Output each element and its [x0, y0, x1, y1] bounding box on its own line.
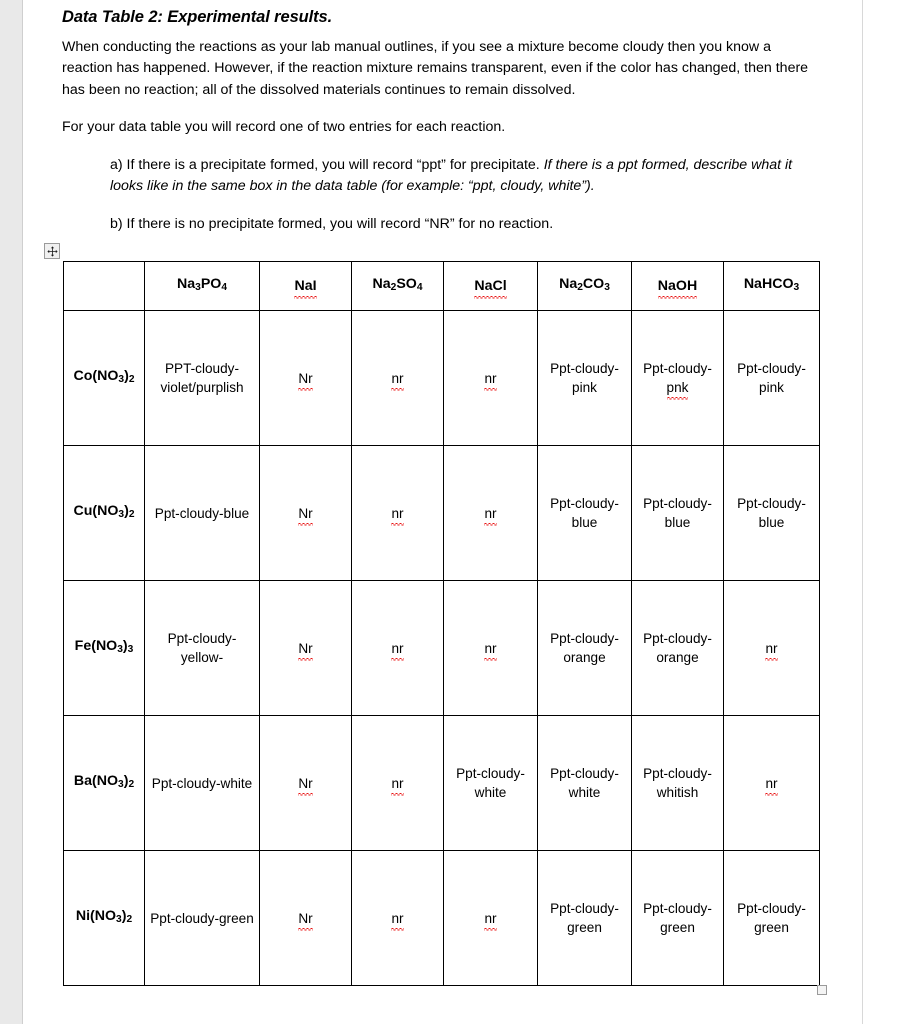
table-body: [64, 311, 820, 986]
result-cell[interactable]: Ppt-cloudy-blue: [632, 446, 724, 581]
column-header-nahco3: [724, 262, 820, 311]
chemical-formula: NaCl: [474, 277, 507, 294]
misspelled-word: pnk: [666, 380, 689, 395]
result-cell[interactable]: Ppt-cloudy-blue: [538, 446, 632, 581]
table-row: [64, 311, 820, 446]
misspelled-word: nr: [391, 910, 404, 926]
table-row: [64, 446, 820, 581]
column-header-nai: [260, 262, 352, 311]
result-cell[interactable]: Ppt-cloudy-blue: [145, 446, 260, 581]
misspelled-word: Nr: [298, 910, 313, 926]
result-cell[interactable]: Ppt-cloudy-green: [145, 851, 260, 986]
result-cell[interactable]: Ppt-cloudy-whitish: [632, 716, 724, 851]
column-header-na2so4: [352, 262, 444, 311]
result-cell[interactable]: Ppt-cloudy-pink: [724, 311, 820, 446]
experimental-results-table: [63, 261, 820, 986]
misspelled-word: nr: [391, 640, 404, 656]
result-cell[interactable]: [444, 446, 538, 581]
list-item-b-normal: b) If there is no precipitate formed, you will record “NR” for no reaction.: [110, 215, 554, 232]
result-cell[interactable]: Ppt-cloudy-white: [145, 716, 260, 851]
result-cell[interactable]: [260, 581, 352, 716]
misspelled-word: nr: [391, 775, 404, 791]
misspelled-word: nr: [484, 505, 497, 521]
list-item-a-normal: a) If there is a precipitate formed, you will record “ppt” for precipitate.: [110, 156, 544, 173]
page-left-gutter: [0, 0, 23, 1024]
result-cell[interactable]: Ppt-cloudy-pnk: [632, 311, 724, 446]
result-cell[interactable]: Ppt-cloudy-green: [538, 851, 632, 986]
result-cell[interactable]: Ppt-cloudy-orange: [538, 581, 632, 716]
chemical-formula: $Na_3PO_4$: [176, 275, 227, 294]
column-header-na3po4: [145, 262, 260, 311]
misspelled-word: nr: [484, 910, 497, 926]
result-cell[interactable]: [724, 581, 820, 716]
result-cell[interactable]: PPT-cloudy-violet/purplish: [145, 311, 260, 446]
result-cell[interactable]: [260, 446, 352, 581]
document-body: [62, 0, 852, 235]
table-resize-handle[interactable]: [817, 985, 827, 995]
row-header-fe-no3-3: [64, 581, 145, 716]
misspelled-word: Nr: [298, 640, 313, 656]
chemical-formula: $Ba(NO_3)_2$: [73, 772, 135, 791]
move-cross-icon: [47, 246, 58, 257]
page-title: Data Table 2: Experimental results.: [62, 8, 333, 26]
chemical-formula: $Cu(NO_3)_2$: [73, 502, 135, 521]
list-item-b: [110, 214, 825, 236]
result-cell[interactable]: Ppt-cloudy-white: [444, 716, 538, 851]
misspelled-word: nr: [391, 505, 404, 521]
result-cell[interactable]: [444, 851, 538, 986]
result-cell[interactable]: [352, 851, 444, 986]
instruction-paragraph: For your data table you will record one of two entries for each reaction.: [62, 119, 506, 136]
column-header-naoh: [632, 262, 724, 311]
data-table-container: [63, 261, 819, 986]
result-cell[interactable]: [724, 716, 820, 851]
misspelled-word: nr: [484, 640, 497, 656]
misspelled-word: nr: [391, 370, 404, 386]
chemical-formula: $Na_2CO_3$: [559, 275, 610, 294]
result-cell[interactable]: [260, 851, 352, 986]
result-cell[interactable]: Ppt-cloudy-orange: [632, 581, 724, 716]
chemical-formula: NaI: [294, 277, 317, 294]
result-cell[interactable]: [352, 446, 444, 581]
list-item-a-italic: If there is a ppt formed, describe what it looks like in the same box in the data table (for example: “ppt, cloudy, white”).: [110, 156, 793, 195]
table-corner-cell: [64, 262, 145, 311]
row-header-cu-no3-2: [64, 446, 145, 581]
column-header-na2co3: [538, 262, 632, 311]
result-cell[interactable]: [352, 581, 444, 716]
result-cell[interactable]: Ppt-cloudy-pink: [538, 311, 632, 446]
table-header-row: [64, 262, 820, 311]
row-header-ni-no3-2: [64, 851, 145, 986]
result-cell[interactable]: Ppt-cloudy-green: [632, 851, 724, 986]
table-row: [64, 716, 820, 851]
row-header-ba-no3-2: [64, 716, 145, 851]
result-cell[interactable]: [352, 716, 444, 851]
misspelled-word: Nr: [298, 505, 313, 521]
chemical-formula: NaOH: [657, 277, 698, 294]
result-cell[interactable]: [260, 311, 352, 446]
result-cell[interactable]: [444, 581, 538, 716]
table-row: [64, 581, 820, 716]
result-cell[interactable]: [260, 716, 352, 851]
misspelled-word: Nr: [298, 370, 313, 386]
result-cell[interactable]: Ppt-cloudy-green: [724, 851, 820, 986]
table-move-handle[interactable]: [44, 243, 60, 259]
row-header-co-no3-2: [64, 311, 145, 446]
list-item-a: [110, 155, 825, 198]
chemical-formula: $Co(NO_3)_2$: [73, 367, 135, 386]
misspelled-word: nr: [765, 775, 778, 791]
chemical-formula: $Ni(NO_3)_2$: [75, 907, 133, 926]
result-cell[interactable]: Ppt-cloudy-yellow-: [145, 581, 260, 716]
chemical-formula: $Na_2SO_4$: [372, 275, 423, 294]
misspelled-word: Nr: [298, 775, 313, 791]
result-cell[interactable]: Ppt-cloudy-white: [538, 716, 632, 851]
result-cell[interactable]: Ppt-cloudy-blue: [724, 446, 820, 581]
misspelled-word: nr: [484, 370, 497, 386]
intro-paragraph: When conducting the reactions as your lab manual outlines, if you see a mixture become cloudy then you know a reaction has happened. However, if the reaction mixture remains transparent, even if the color has changed, then there has been no reaction; all of the dissolved materials continues to remain dissolved.: [62, 38, 809, 98]
chemical-formula: NaHCO$_3$: [743, 275, 800, 294]
misspelled-word: nr: [765, 640, 778, 656]
result-cell[interactable]: [444, 311, 538, 446]
table-row: [64, 851, 820, 986]
chemical-formula: $Fe(NO_3)_3$: [74, 637, 134, 656]
column-header-nacl: [444, 262, 538, 311]
result-cell[interactable]: [352, 311, 444, 446]
page-right-margin-rule: [862, 0, 863, 1024]
